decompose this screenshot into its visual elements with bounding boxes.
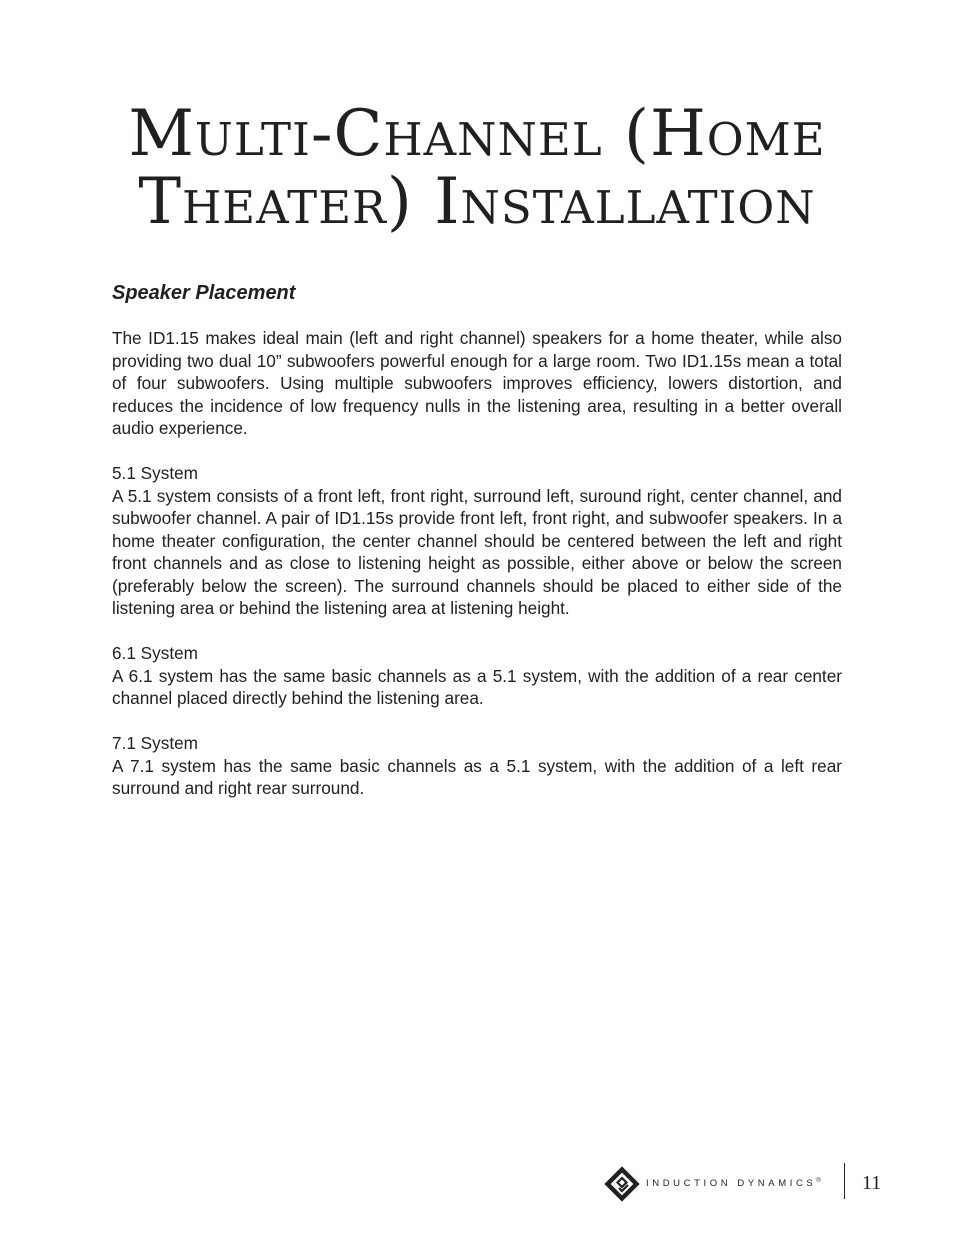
intro-paragraph: The ID1.15 makes ideal main (left and right channel) speakers for a home theater, while also providing two dual 10” subwoofers powerful enough for a large room. Two ID1.15s mean a total of four subwoofers. Using multiple subwoofers improves efficiency, lowers distortion, and reduces the incidence of low frequency nulls in the listening area, resulting in a better overall audio experience. bbox=[112, 328, 842, 438]
body-text bbox=[112, 327, 842, 822]
system-5-1-block bbox=[112, 462, 842, 620]
page-title-line-2: Theater) Installation bbox=[138, 165, 816, 239]
system-7-1-block bbox=[112, 732, 842, 800]
system-6-1-block bbox=[112, 642, 842, 710]
footer-brand bbox=[646, 1178, 821, 1189]
footer-divider bbox=[844, 1163, 845, 1199]
system-6-1-heading: 6.1 System bbox=[112, 643, 198, 663]
page-title-line-1: Multi-Channel (Home bbox=[128, 97, 826, 171]
induction-dynamics-logo-icon bbox=[604, 1166, 640, 1202]
system-7-1-heading: 7.1 System bbox=[112, 733, 198, 753]
registered-mark: ® bbox=[816, 1178, 821, 1184]
system-5-1-heading: 5.1 System bbox=[112, 463, 198, 483]
system-6-1-text: A 6.1 system has the same basic channels as a 5.1 system, with the addition of a rear center channel placed directly behind the listening area. bbox=[112, 665, 842, 708]
system-7-1-text: A 7.1 system has the same basic channels as a 5.1 system, with the addition of a left rear surround and right rear surround. bbox=[112, 755, 842, 798]
page-title bbox=[0, 97, 954, 239]
section-heading: Speaker Placement bbox=[112, 282, 296, 304]
system-5-1-text: A 5.1 system consists of a front left, front right, surround left, suround right, center channel, and subwoofer channel. A pair of ID1.15s provide front left, front right, and subwoofer speakers. In a home theater configuration, the center channel should be centered between the left and right front channels and as close to listening height as possible, either above or below the screen (preferably below the screen). The surround channels should be placed to either side of the listening area or behind the listening area at listening height. bbox=[112, 485, 842, 618]
page-number: 11 bbox=[862, 1172, 882, 1194]
footer-brand-name: INDUCTION DYNAMICS bbox=[646, 1178, 817, 1190]
